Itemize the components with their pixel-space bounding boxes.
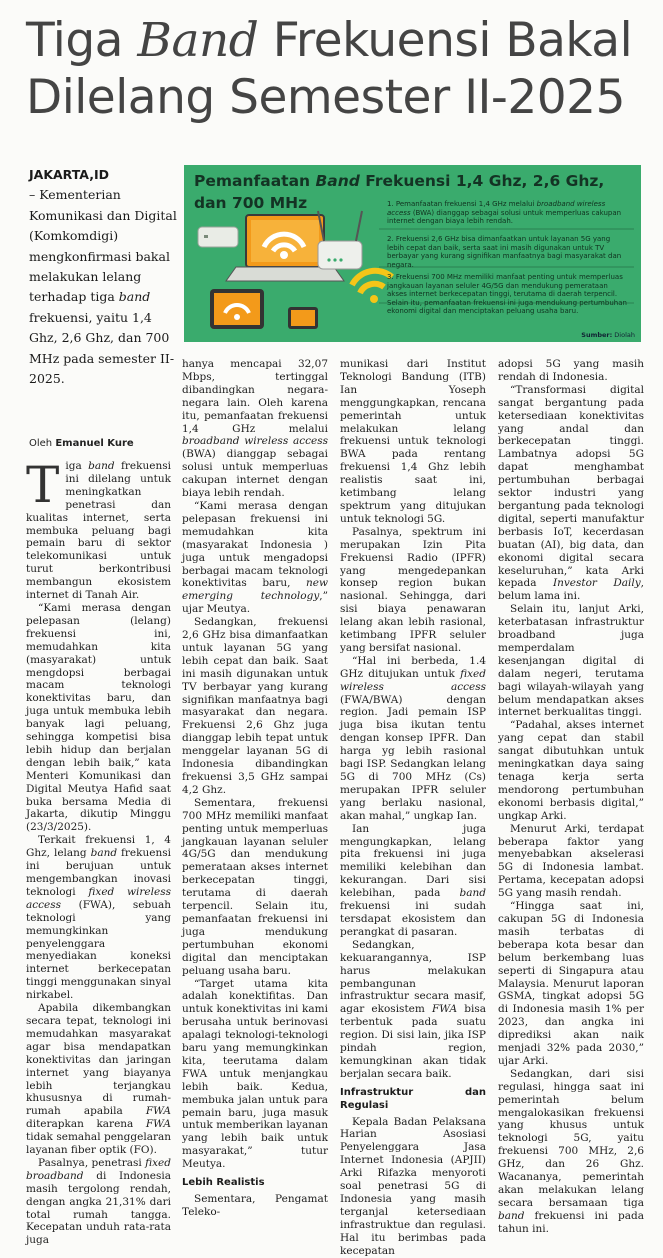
phone-icon [288,307,318,329]
lead-paragraph: JAKARTA,ID – Kementerian Komunikasi dan Digital (Komkomdigi) mengkonfirmasi bakal melakukan lelang terhadap tiga band frekuensi, yaitu 1,4 Ghz, 2,6 Ghz, dan 700 MHz pada semester II-2025. [29,167,177,387]
subheading-infrastruktur: Infrastruktur dan Regulasi [340,1086,486,1111]
article-column-3: munikasi dari Institut Teknologi Bandung (ITB) Ian Yoseph menggungkapkan, rencana pemerintah untuk melakukan lelang frekuensi untuk teknologi BWA pada rentang frekuensi 1,4 Ghz lebih realistis saat ini, ketimbang lelang spektrum yang ditujukan untuk teknologi 5G. Pasalnya, spektrum ini merupakan Izin Pita Frekuensi Radio (IPFR) yang mengedepankan konsep region bukan nasional. Sehingga, dari sisi biaya penawaran lelang akan lebih rasional, ketimbang IPFR seluler yang bersifat nasional. “Hal ini berbeda, 1.4 GHz ditujukan untuk fixed wireless access (FWA/BWA) dengan region. Jadi pemain ISP juga bisa ikutan tentu dengan konsep IPFR. Dan harga yg lebih rasional bagi ISP. Sedangkan lelang 5G di 700 MHz (Cs) merupakan IPFR seluler yang berlaku nasional, akan mahal,” ungkap Ian. Ian juga mengungkapkan, lelang pita frekuensi ini juga memiliki kelebihan dan kekurangan. Dari sisi kelebihan, pada band frekuensi ini sudah tersdapat ekosistem dan perangkat di pasaran. Sedangkan, kekuarangannya, ISP harus melakukan pembangunan infrastruktur secara masif, agar ekosistem FWA bisa terbentuk pada suatu region. Di sisi lain, jika ISP pindah region, kemungkinan akan tidak berjalan secara baik. Infrastruktur dan Regulasi Kepala Badan Pelaksana Harian Asosiasi Penyelenggara Jasa Internet Indonesia (APJII) Arki Rifazka menyoroti soal penetrasi 5G di Indonesia yang masih terganjal ketersediaan infrastruktue dan regulasi. Hal itu berimbas pada kecepatan [340,358,486,1257]
source-credit: Sumber: Diolah [581,331,635,339]
subheading-lebih-realistis: Lebih Realistis [182,1177,265,1189]
headline: Tiga Band Frekuensi Bakal Dilelang Semester II-2025 [26,13,633,125]
tablet-icon [210,289,264,329]
infographic-title: Pemanfaatan Band Frekuensi 1,4 Ghz, 2,6 Ghz, dan 700 MHz [194,172,605,212]
author-name: Emanuel Kure [55,438,134,449]
infographic [184,165,641,342]
dateline: JAKARTA,ID [29,167,109,182]
byline: Oleh Emanuel Kure [29,438,134,449]
info-point-3: 3. Frekuensi 700 MHz memiliki manfaat penting untuk memperluas jangkauan layanan seluler 4G/5G dan mendukung pemerataan akses internet berkecepatan tinggi, terutama di daerah terpencil. Selain itu, pemanfaatan frekuensi ini juga mendukung pertumbuhan ekonomi digital dan menciptakan peluang usaha baru. [387,273,627,316]
router-icon [198,227,238,247]
drop-cap: T [26,456,60,514]
wifi-signal-icon [352,271,392,303]
info-point-2: 2. Frekuensi 2,6 GHz bisa dimanfaatkan untuk layanan 5G yang lebih cepat dan baik, serta saat ini masih digunakan untuk TV berbayar yang kurang signifikan manfaatnya bagi masyarakat dan negara. [387,235,622,269]
article-column-1: Tiga band frekuensi ini dilelang untuk meningkatkan penetrasi dan kualitas internet, serta membuka peluang bagi pemain baru di sektor telekomunikasi untuk turut berkontribusi membangun ekosistem internet di Tanah Air. “Kami merasa dengan pelepasan (lelang) frekuensi ini, memudahkan kita (masyarakat) untuk mengdopsi berbagai macam teknologi konektivitas baru, dan juga untuk membuka lebih banyak lagi peluang, sehingga kompetisi bisa lebih hidup dan berjalan dengan lebih baik,” kata Menteri Komunikasi dan Digital Meutya Hafid saat buka bersama Media di Jakarta, dikutip Minggu (23/3/2025). Terkait frekuensi 1, 4 Ghz, lelang band frekuensi ini berujuan untuk mengembangkan inovasi teknologi fixed wireless access (FWA), sebuah teknologi yang memungkinkan penyelenggara menyediakan koneksi internet berkecepatan tinggi menggunakan sinyal nirkabel. Apabila dikembangkan secara tepat, teknologi ini memudahkan masyarakat agar bisa mendapatkan konektivitas dan jaringan internet yang biayanya lebih terjangkau khususnya di rumah-rumah apabila FWA diterapkan karena FWA tidak semahal penggelaran layanan fiber optik (FO). Pasalnya, penetrasi fixed broadband di Indonesia masih tergolong rendah, dengan angka 21,31% dari total rumah tangga. Kecepatan unduh rata-rata juga [26,456,171,1247]
article-column-2: hanya mencapai 32,07 Mbps, tertinggal dibandingkan negara-negara lain. Oleh karena itu, pemanfaatan frekuensi 1,4 GHz melalui broadband wireless access (BWA) dianggap sebagai solusi untuk memperluas cakupan internet dengan biaya lebih rendah. “Kami merasa dengan pelepasan frekuensi ini memudahkan kita (masyarakat Indonesia ) juga untuk mengadopsi berbagai macam teknologi konektivitas baru, new emerging technology,” ujar Meutya. Sedangkan, frekuensi 2,6 GHz bisa dimanfaatkan untuk layanan 5G yang lebih cepat dan baik. Saat ini masih digunakan untuk TV berbayar yang kurang signifikan manfaatnya bagi masyarakat dan negara. Frekuensi 2,6 Ghz juga dianggap lebih tepat untuk menggelar layanan 5G di Indonesia dibandingkan frekuensi 3,5 GHz sampai 4,2 Ghz. Sementara, frekuensi 700 MHz memiliki manfaat penting untuk memperluas jangkauan layanan seluler 4G/5G dan mendukung pemerataan akses internet berkecepatan tinggi, terutama di daerah terpencil. Selain itu, pemanfaatan frekuensi ini juga mendukung pertumbuhan ekonomi digital dan menciptakan peluang usaha baru. “Target utama kita adalah konektifitas. Dan untuk konektivitas ini kami berusaha untuk berinovasi apalagi teknologi-teknologi baru yang memungkinkan kita, teerutama dalam FWA untuk menjangkau lebih baik. Kedua, membuka jalan untuk para pemain baru, juga masuk untuk memberikan layanan yang lebih baik untuk masyarakat,” tutur Meutya. Lebih Realistis Sementara, Pengamat Teleko- [182,358,328,1218]
info-point-1: 1. Pemanfaatan frekuensi 1,4 GHz melalui broadband wireless access (BWA) dianggap sebagai solusi untuk memperluas cakupan internet dengan biaya lebih rendah. [387,200,622,226]
article-column-4: adopsi 5G yang masih rendah di Indonesia. “Transformasi digital sangat bergantung pada ketersediaan konektivitas yang andal dan berkecepatan tinggi. Lambatnya adopsi 5G dapat menghambat pertumbuhan berbagai sektor industri yang bergantung pada teknologi digital, seperti manufaktur berbasis IoT, kecerdasan buatan (AI), big data, dan ekonomi digital secara keseluruhan,” kata Arki kepada Investor Daily, belum lama ini. Selain itu, lanjut Arki, keterbatasan infrastruktur broadband juga memperdalam kesenjangan digital di dalam negeri, terutama bagi wilayah-wilayah yang belum mendapatkan akses internet berkualitas tinggi. “Padahal, akses internet yang cepat dan stabil sangat dibutuhkan untuk meningkatkan daya saing tenaga kerja serta mendorong pertumbuhan ekonomi berbasis digital,” ungkap Arki. Menurut Arki, terdapat beberapa faktor yang menyebabkan akselerasi 5G di Indonesia lambat. Pertama, kecepatan adopsi 5G yang masih rendah. “Hingga saat ini, cakupan 5G di Indonesia masih terbatas di beberapa kota besar dan belum berkembang luas seperti di Singapura atau Malaysia. Menurut laporan GSMA, tingkat adopsi 5G di Indonesia masih 1% per 2023, dan angka ini diprediksi akan naik menjadi 32% pada 2030,” ujar Arki. Sedangkan, dari sisi regulasi, hingga saat ini pemerintah belum mengalokasikan frekuensi yang khusus untuk teknologi 5G, yaitu frekuensi 700 MHz, 2,6 GHz, dan 26 Ghz. Wacananya, pemerintah akan melakukan lelang secara bersamaan tiga band frekuensi ini pada tahun ini. [498,358,644,1235]
